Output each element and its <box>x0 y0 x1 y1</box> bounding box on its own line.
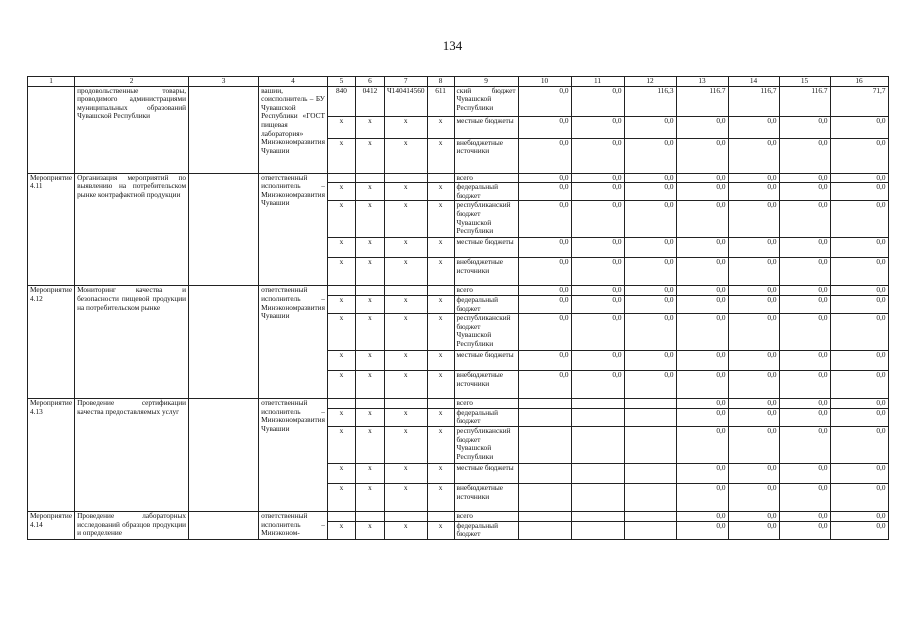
code-cell: х <box>327 463 355 483</box>
amount-cell: 0,0 <box>571 314 624 351</box>
amount-cell: 0,0 <box>571 138 624 173</box>
blank-cell <box>189 511 259 539</box>
column-header: 13 <box>676 77 728 87</box>
executor: ответственный исполнитель – Минэконом- <box>259 511 328 539</box>
code-cell: х <box>384 201 427 238</box>
code-cell <box>384 511 427 521</box>
amount-cell: 0,0 <box>624 258 676 286</box>
code-cell: х <box>327 238 355 258</box>
code-cell: х <box>327 295 355 313</box>
amount-cell: 0,0 <box>830 183 888 201</box>
code-cell: х <box>427 238 454 258</box>
amount-cell: 0,0 <box>676 295 728 313</box>
amount-cell: 0,0 <box>518 86 571 116</box>
code-cell: х <box>384 463 427 483</box>
amount-cell: 0,0 <box>728 116 779 138</box>
code-cell: х <box>427 371 454 399</box>
code-cell: х <box>355 183 384 201</box>
code-cell <box>355 399 384 409</box>
blank-cell <box>189 86 259 173</box>
amount-cell: 0,0 <box>518 314 571 351</box>
amount-cell: 0,0 <box>571 295 624 313</box>
amount-cell: 0,0 <box>518 371 571 399</box>
code-cell: х <box>327 138 355 173</box>
code-cell: х <box>427 138 454 173</box>
amount-cell: 0,0 <box>676 351 728 371</box>
code-cell: х <box>327 351 355 371</box>
event-name: Мониторинг качества и безопасности пищевой продукции на потребительском рынке <box>75 286 189 399</box>
amount-cell: 0,0 <box>676 463 728 483</box>
amount-cell: 0,0 <box>830 258 888 286</box>
amount-cell: 0,0 <box>779 201 830 238</box>
funding-source: всего <box>454 286 518 296</box>
code-cell <box>327 173 355 183</box>
amount-cell: 0,0 <box>571 183 624 201</box>
code-cell: х <box>384 371 427 399</box>
amount-cell: 0,0 <box>779 238 830 258</box>
code-cell: х <box>384 483 427 511</box>
amount-cell: 0,0 <box>779 371 830 399</box>
amount-cell: 0,0 <box>830 511 888 521</box>
amount-cell: 0,0 <box>624 116 676 138</box>
code-cell <box>355 173 384 183</box>
code-cell: х <box>355 521 384 539</box>
amount-cell: 0,0 <box>624 295 676 313</box>
event-code: Мероприятие 4.14 <box>28 511 75 539</box>
amount-cell <box>624 463 676 483</box>
amount-cell: 0,0 <box>624 314 676 351</box>
code-cell: х <box>384 295 427 313</box>
funding-source: внебюджетные источники <box>454 258 518 286</box>
column-header: 7 <box>384 77 427 87</box>
funding-source: федеральный бюджет <box>454 183 518 201</box>
funding-source: ский бюджет Чувашской Республики <box>454 86 518 116</box>
funding-source: внебюджетные источники <box>454 371 518 399</box>
funding-source: местные бюджеты <box>454 351 518 371</box>
amount-cell: 0,0 <box>779 521 830 539</box>
code-cell: х <box>384 314 427 351</box>
amount-cell: 0,0 <box>676 116 728 138</box>
amount-cell: 0,0 <box>624 286 676 296</box>
amount-cell: 0,0 <box>728 286 779 296</box>
amount-cell: 0,0 <box>728 521 779 539</box>
amount-cell: 0,0 <box>779 116 830 138</box>
table-row <box>28 286 889 296</box>
code-cell: х <box>327 371 355 399</box>
amount-cell: 0,0 <box>518 173 571 183</box>
event-code: Мероприятие 4.12 <box>28 286 75 399</box>
amount-cell: 0,0 <box>728 295 779 313</box>
funding-source: всего <box>454 173 518 183</box>
code-cell: 611 <box>427 86 454 116</box>
amount-cell: 0,0 <box>624 173 676 183</box>
amount-cell: 0,0 <box>676 286 728 296</box>
code-cell: х <box>327 521 355 539</box>
amount-cell <box>571 511 624 521</box>
amount-cell: 0,0 <box>779 183 830 201</box>
amount-cell: 0,0 <box>779 173 830 183</box>
amount-cell: 0,0 <box>728 183 779 201</box>
column-header: 14 <box>728 77 779 87</box>
amount-cell: 0,0 <box>779 463 830 483</box>
amount-cell: 0,0 <box>830 463 888 483</box>
amount-cell: 71,7 <box>830 86 888 116</box>
amount-cell: 0,0 <box>830 371 888 399</box>
event-name: Проведение сертификации качества предоставляемых услуг <box>75 399 189 512</box>
funding-source: республиканский бюджет Чувашской Республики <box>454 426 518 463</box>
code-cell: х <box>355 138 384 173</box>
code-cell: х <box>355 116 384 138</box>
amount-cell <box>518 426 571 463</box>
code-cell: Ч140414560 <box>384 86 427 116</box>
amount-cell <box>518 408 571 426</box>
amount-cell: 0,0 <box>518 258 571 286</box>
funding-source: республиканский бюджет Чувашской Республики <box>454 314 518 351</box>
code-cell <box>427 173 454 183</box>
amount-cell <box>624 521 676 539</box>
code-cell: х <box>327 258 355 286</box>
code-cell: х <box>355 351 384 371</box>
amount-cell: 0,0 <box>728 483 779 511</box>
code-cell: х <box>427 351 454 371</box>
code-cell: х <box>427 426 454 463</box>
amount-cell: 0,0 <box>571 371 624 399</box>
executor: ответственный исполнитель – Минэкономразвития Чувашии <box>259 173 328 286</box>
funding-source: внебюджетные источники <box>454 138 518 173</box>
code-cell <box>427 511 454 521</box>
amount-cell: 116,3 <box>624 86 676 116</box>
amount-cell: 0,0 <box>779 286 830 296</box>
amount-cell: 0,0 <box>518 238 571 258</box>
funding-source: всего <box>454 511 518 521</box>
amount-cell <box>624 483 676 511</box>
blank-cell <box>189 286 259 399</box>
amount-cell: 0,0 <box>571 351 624 371</box>
column-header: 1 <box>28 77 75 87</box>
amount-cell <box>518 521 571 539</box>
funding-source: местные бюджеты <box>454 463 518 483</box>
event-name: продовольственные товары, проводимого администрациями муниципальных образований Чувашской Республики <box>75 86 189 173</box>
amount-cell: 0,0 <box>624 183 676 201</box>
amount-cell: 0,0 <box>518 286 571 296</box>
column-header: 10 <box>518 77 571 87</box>
funding-source: федеральный бюджет <box>454 408 518 426</box>
amount-cell: 0,0 <box>571 173 624 183</box>
code-cell: х <box>355 238 384 258</box>
amount-cell <box>624 426 676 463</box>
amount-cell: 0,0 <box>728 314 779 351</box>
amount-cell: 0,0 <box>728 399 779 409</box>
event-code: Мероприятие 4.13 <box>28 399 75 512</box>
column-header: 4 <box>259 77 328 87</box>
amount-cell: 0,0 <box>728 138 779 173</box>
amount-cell: 116.7 <box>779 86 830 116</box>
amount-cell: 0,0 <box>676 483 728 511</box>
amount-cell <box>518 399 571 409</box>
amount-cell: 0,0 <box>830 173 888 183</box>
code-cell: х <box>355 408 384 426</box>
event-code-cell <box>28 86 75 173</box>
code-cell: х <box>427 483 454 511</box>
column-header: 9 <box>454 77 518 87</box>
code-cell: х <box>427 295 454 313</box>
event-name: Организация мероприятий по выявлению на потребительском рынке контрафактной продукции <box>75 173 189 286</box>
amount-cell: 0,0 <box>518 201 571 238</box>
code-cell: х <box>327 201 355 238</box>
funding-source: внебюджетные источники <box>454 483 518 511</box>
amount-cell <box>571 408 624 426</box>
amount-cell <box>571 426 624 463</box>
executor: ответственный исполнитель – Минэкономразвития Чувашии <box>259 399 328 512</box>
amount-cell: 0,0 <box>728 371 779 399</box>
amount-cell: 0,0 <box>728 408 779 426</box>
code-cell: х <box>384 408 427 426</box>
amount-cell: 0,0 <box>728 463 779 483</box>
code-cell <box>384 286 427 296</box>
amount-cell: 0,0 <box>779 483 830 511</box>
column-header: 16 <box>830 77 888 87</box>
page-number: 134 <box>442 38 463 53</box>
amount-cell: 0,0 <box>779 511 830 521</box>
amount-cell: 0,0 <box>779 399 830 409</box>
amount-cell: 0,0 <box>728 511 779 521</box>
amount-cell: 0,0 <box>830 201 888 238</box>
amount-cell: 0,0 <box>624 201 676 238</box>
header-row <box>28 77 889 87</box>
amount-cell: 0,0 <box>676 511 728 521</box>
budget-table <box>27 76 889 540</box>
amount-cell: 0,0 <box>728 238 779 258</box>
amount-cell: 0,0 <box>830 351 888 371</box>
funding-source: федеральный бюджет <box>454 521 518 539</box>
code-cell: х <box>384 351 427 371</box>
amount-cell: 0,0 <box>728 426 779 463</box>
table-row <box>28 511 889 521</box>
amount-cell: 0,0 <box>676 183 728 201</box>
funding-source: местные бюджеты <box>454 116 518 138</box>
code-cell: х <box>355 463 384 483</box>
amount-cell <box>571 399 624 409</box>
amount-cell: 0,0 <box>830 521 888 539</box>
amount-cell: 0,0 <box>571 86 624 116</box>
amount-cell <box>624 511 676 521</box>
amount-cell: 0,0 <box>676 201 728 238</box>
amount-cell: 0,0 <box>830 399 888 409</box>
amount-cell: 0,0 <box>779 351 830 371</box>
code-cell: х <box>327 314 355 351</box>
amount-cell <box>624 408 676 426</box>
blank-cell <box>189 399 259 512</box>
amount-cell: 116,7 <box>728 86 779 116</box>
amount-cell: 0,0 <box>728 351 779 371</box>
amount-cell: 0,0 <box>779 295 830 313</box>
code-cell: х <box>384 521 427 539</box>
amount-cell: 0,0 <box>676 314 728 351</box>
code-cell <box>355 511 384 521</box>
code-cell <box>327 286 355 296</box>
code-cell: х <box>427 314 454 351</box>
code-cell: х <box>427 201 454 238</box>
amount-cell: 0,0 <box>571 201 624 238</box>
amount-cell: 0,0 <box>830 314 888 351</box>
table-row <box>28 86 889 116</box>
amount-cell: 0,0 <box>571 286 624 296</box>
code-cell: х <box>327 426 355 463</box>
amount-cell <box>518 463 571 483</box>
code-cell: х <box>355 483 384 511</box>
amount-cell: 0,0 <box>830 408 888 426</box>
code-cell: х <box>327 183 355 201</box>
amount-cell <box>518 483 571 511</box>
amount-cell: 0,0 <box>728 201 779 238</box>
table-row <box>28 399 889 409</box>
amount-cell: 0,0 <box>676 399 728 409</box>
executor: ответственный исполнитель – Минэкономразвития Чувашии <box>259 286 328 399</box>
amount-cell: 0,0 <box>518 351 571 371</box>
code-cell <box>327 399 355 409</box>
amount-cell <box>571 463 624 483</box>
column-header: 5 <box>327 77 355 87</box>
amount-cell: 0,0 <box>676 426 728 463</box>
amount-cell: 0,0 <box>779 408 830 426</box>
code-cell: х <box>427 258 454 286</box>
amount-cell: 0,0 <box>571 116 624 138</box>
amount-cell: 0,0 <box>830 295 888 313</box>
amount-cell: 0,0 <box>624 138 676 173</box>
column-header: 15 <box>779 77 830 87</box>
amount-cell: 0,0 <box>779 426 830 463</box>
funding-source: федеральный бюджет <box>454 295 518 313</box>
event-name: Проведение лабораторных исследований образцов продукции и определение <box>75 511 189 539</box>
code-cell: х <box>384 116 427 138</box>
amount-cell: 0,0 <box>676 258 728 286</box>
code-cell: х <box>427 521 454 539</box>
amount-cell: 0,0 <box>518 183 571 201</box>
column-header: 6 <box>355 77 384 87</box>
amount-cell: 0,0 <box>624 351 676 371</box>
amount-cell: 0,0 <box>676 138 728 173</box>
code-cell: х <box>384 258 427 286</box>
amount-cell: 0,0 <box>779 258 830 286</box>
funding-source: республиканский бюджет Чувашской Республики <box>454 201 518 238</box>
amount-cell: 0,0 <box>728 258 779 286</box>
code-cell: х <box>384 238 427 258</box>
column-header: 8 <box>427 77 454 87</box>
code-cell: х <box>355 201 384 238</box>
code-cell: х <box>355 258 384 286</box>
amount-cell: 0,0 <box>571 238 624 258</box>
table-row <box>28 173 889 183</box>
code-cell: х <box>355 371 384 399</box>
code-cell <box>384 173 427 183</box>
amount-cell: 0,0 <box>830 286 888 296</box>
amount-cell: 0,0 <box>830 238 888 258</box>
code-cell: х <box>327 116 355 138</box>
executor: вашии, соисполнитель – БУ Чувашской Республики «ГОСТ пищевая лаборатория» Минэкономразвития Чувашии <box>259 86 328 173</box>
code-cell <box>384 399 427 409</box>
amount-cell: 0,0 <box>624 371 676 399</box>
code-cell: х <box>327 408 355 426</box>
amount-cell: 0,0 <box>676 371 728 399</box>
amount-cell: 0,0 <box>830 138 888 173</box>
amount-cell: 0,0 <box>830 426 888 463</box>
code-cell: х <box>384 138 427 173</box>
amount-cell: 0,0 <box>624 238 676 258</box>
code-cell <box>427 399 454 409</box>
amount-cell: 0,0 <box>728 173 779 183</box>
amount-cell: 0,0 <box>676 173 728 183</box>
amount-cell: 0,0 <box>830 116 888 138</box>
amount-cell: 0,0 <box>571 258 624 286</box>
amount-cell <box>624 399 676 409</box>
amount-cell: 0,0 <box>779 314 830 351</box>
column-header: 2 <box>75 77 189 87</box>
column-header: 12 <box>624 77 676 87</box>
event-code: Мероприятие 4.11 <box>28 173 75 286</box>
amount-cell: 0,0 <box>676 521 728 539</box>
code-cell <box>355 286 384 296</box>
code-cell <box>327 511 355 521</box>
code-cell: х <box>427 183 454 201</box>
amount-cell: 0,0 <box>518 116 571 138</box>
code-cell <box>427 286 454 296</box>
amount-cell: 0,0 <box>676 408 728 426</box>
code-cell: х <box>427 463 454 483</box>
column-header: 11 <box>571 77 624 87</box>
code-cell: х <box>355 295 384 313</box>
amount-cell <box>571 483 624 511</box>
blank-cell <box>189 173 259 286</box>
column-header: 3 <box>189 77 259 87</box>
amount-cell: 116.7 <box>676 86 728 116</box>
code-cell: х <box>384 183 427 201</box>
amount-cell: 0,0 <box>518 138 571 173</box>
code-cell: х <box>384 426 427 463</box>
amount-cell: 0,0 <box>779 138 830 173</box>
amount-cell: 0,0 <box>518 295 571 313</box>
code-cell: х <box>427 408 454 426</box>
code-cell: х <box>355 426 384 463</box>
amount-cell: 0,0 <box>676 238 728 258</box>
code-cell: х <box>327 483 355 511</box>
code-cell: х <box>427 116 454 138</box>
amount-cell <box>571 521 624 539</box>
code-cell: 840 <box>327 86 355 116</box>
funding-source: всего <box>454 399 518 409</box>
amount-cell <box>518 511 571 521</box>
amount-cell: 0,0 <box>830 483 888 511</box>
code-cell: х <box>355 314 384 351</box>
code-cell: 0412 <box>355 86 384 116</box>
funding-source: местные бюджеты <box>454 238 518 258</box>
